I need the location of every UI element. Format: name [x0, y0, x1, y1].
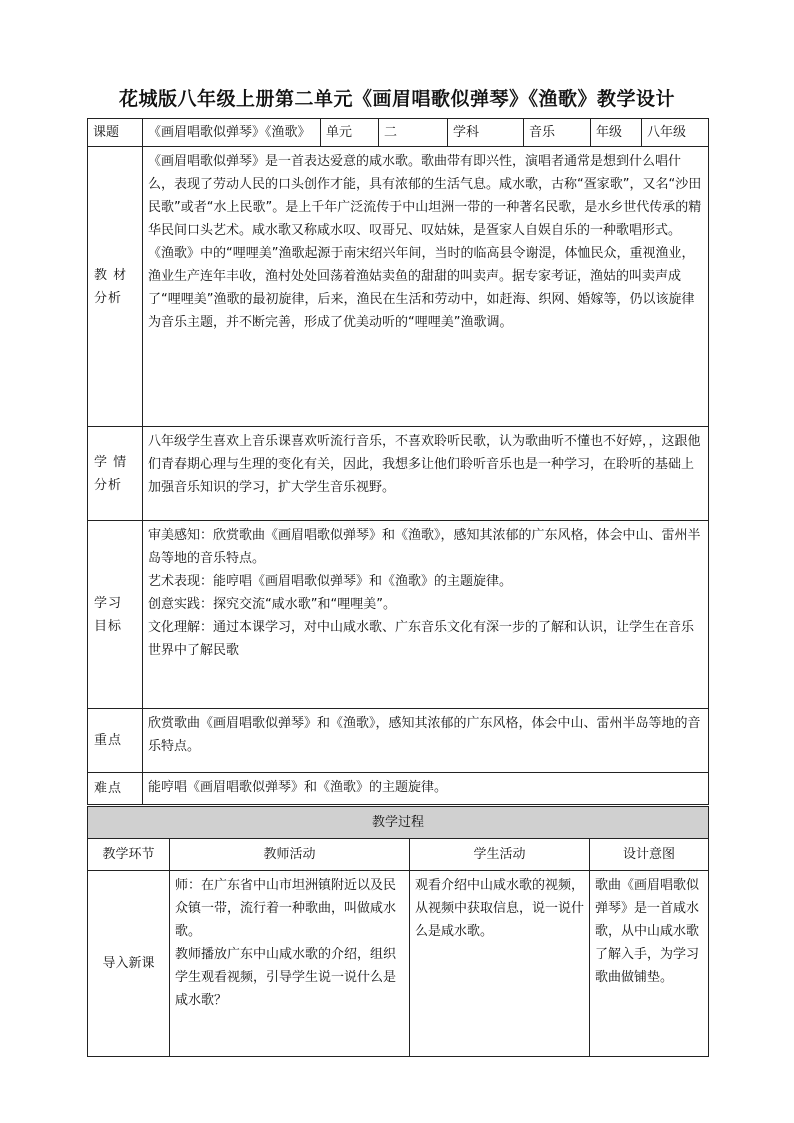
section-content: [143, 773, 709, 805]
process-row: [88, 871, 709, 1057]
process-stage: 导入新课: [88, 871, 170, 1057]
section-row-students: [88, 427, 709, 521]
teaching-process-table: [87, 806, 709, 1057]
section-label: 教 材 分析: [88, 147, 143, 427]
header-row: [88, 119, 709, 147]
paragraph: 欣赏歌曲《画眉唱歌似弹琴》和《渔歌》，感知其浓郁的广东风格，体会中山、雷州半岛等地的音乐特点。: [148, 716, 701, 754]
section-content: [143, 147, 709, 427]
student-activity: 观看介绍中山咸水歌的视频，从视频中获取信息，说一说什么是咸水歌。: [410, 871, 590, 1057]
paragraph: 《渔歌》中的“哩哩美”渔歌起源于南宋绍兴年间，当时的临高县令谢湜，体恤民众，重视渔业，渔业生产连年丰收，渔村处处回荡着渔姑卖鱼的甜甜的叫卖声。据专家考证，渔姑的叫卖声成了“哩哩美”渔歌的最初旋律，后来，渔民在生活和劳动中，如赶海、织网、婚嫁等，仍以该旋律为音乐主题，并不断完善，形成了优美动听的“哩哩美”渔歌调。: [148, 246, 695, 330]
section-content: [143, 709, 709, 773]
paragraph: 创意实践：探究交流“咸水歌”和“哩哩美”。: [148, 597, 396, 612]
section-content: [143, 427, 709, 521]
topic-value: 《画眉唱歌似弹琴》《渔歌》: [143, 119, 321, 147]
process-column-headers: [88, 839, 709, 871]
subject-value: 音乐: [524, 119, 591, 147]
paragraph: 审美感知：欣赏歌曲《画眉唱歌似弹琴》和《渔歌》，感知其浓郁的广东风格，体会中山、雷州半岛等地的音乐特点。: [148, 528, 701, 566]
teacher-activity: [170, 871, 410, 1057]
paragraph: 师：在广东省中山市坦洲镇附近以及民众镇一带，流行着一种歌曲，叫做咸水歌。: [175, 878, 397, 939]
section-row-objectives: [88, 521, 709, 709]
section-row-key-points: [88, 709, 709, 773]
grade-value: 八年级: [642, 119, 709, 147]
section-label: 学 情 分析: [88, 427, 143, 521]
section-label: 难点: [88, 773, 143, 805]
topic-label: 课题: [88, 119, 143, 147]
paragraph: 艺术表现：能哼唱《画眉唱歌似弹琴》和《渔歌》的主题旋律。: [148, 574, 513, 589]
unit-label: 单元: [321, 119, 379, 147]
document-title: 花城版八年级上册第二单元《画眉唱歌似弹琴》《渔歌》教学设计: [118, 88, 675, 110]
column-header: 学生活动: [410, 839, 590, 871]
section-label: 学习 目标: [88, 521, 143, 709]
paragraph: 《画眉唱歌似弹琴》是一首表达爱意的咸水歌。歌曲带有即兴性，演唱者通常是想到什么唱什么，表现了劳动人民的口头创作才能，具有浓郁的生活气息。咸水歌，古称“疍家歌”，又名“沙田民歌”或者“水上民歌”。是上千年广泛流传于中山坦洲一带的一种著名民歌，是水乡世代传承的精华民间口头艺术。咸水歌又称咸水叹、叹哥兄、叹姑妹，是疍家人自娱自乐的一种歌唱形式。: [148, 154, 702, 238]
lesson-info-table: [87, 118, 709, 805]
section-row-difficulties: [88, 773, 709, 805]
paragraph: 能哼唱《画眉唱歌似弹琴》和《渔歌》的主题旋律。: [148, 780, 448, 795]
column-header: 设计意图: [590, 839, 709, 871]
section-content: [143, 521, 709, 709]
grade-label: 年级: [591, 119, 642, 147]
paragraph: 文化理解：通过本课学习，对中山咸水歌、广东音乐文化有深一步的了解和认识，让学生在音乐世界中了解民歌: [148, 620, 695, 658]
design-intent: 歌曲《画眉唱歌似弹琴》是一首咸水歌，从中山咸水歌了解入手，为学习歌曲做铺垫。: [590, 871, 709, 1057]
section-row-material: [88, 147, 709, 427]
column-header: 教学环节: [88, 839, 170, 871]
unit-value: 二: [379, 119, 448, 147]
subject-label: 学科: [448, 119, 524, 147]
process-heading-row: [88, 807, 709, 839]
paragraph: 八年级学生喜欢上音乐课喜欢听流行音乐，不喜欢聆听民歌，认为歌曲听不懂也不好婷，，这跟他们青春期心理与生理的变化有关，因此，我想多让他们聆听音乐也是一种学习，在聆听的基础上加强音乐知识的学习，扩大学生音乐视野。: [148, 434, 701, 495]
process-heading: 教学过程: [88, 807, 709, 839]
paragraph: 教师播放广东中山咸水歌的介绍，组织学生观看视频，引导学生说一说什么是咸水歌？: [175, 947, 397, 1008]
column-header: 教师活动: [170, 839, 410, 871]
section-label: 重点: [88, 709, 143, 773]
